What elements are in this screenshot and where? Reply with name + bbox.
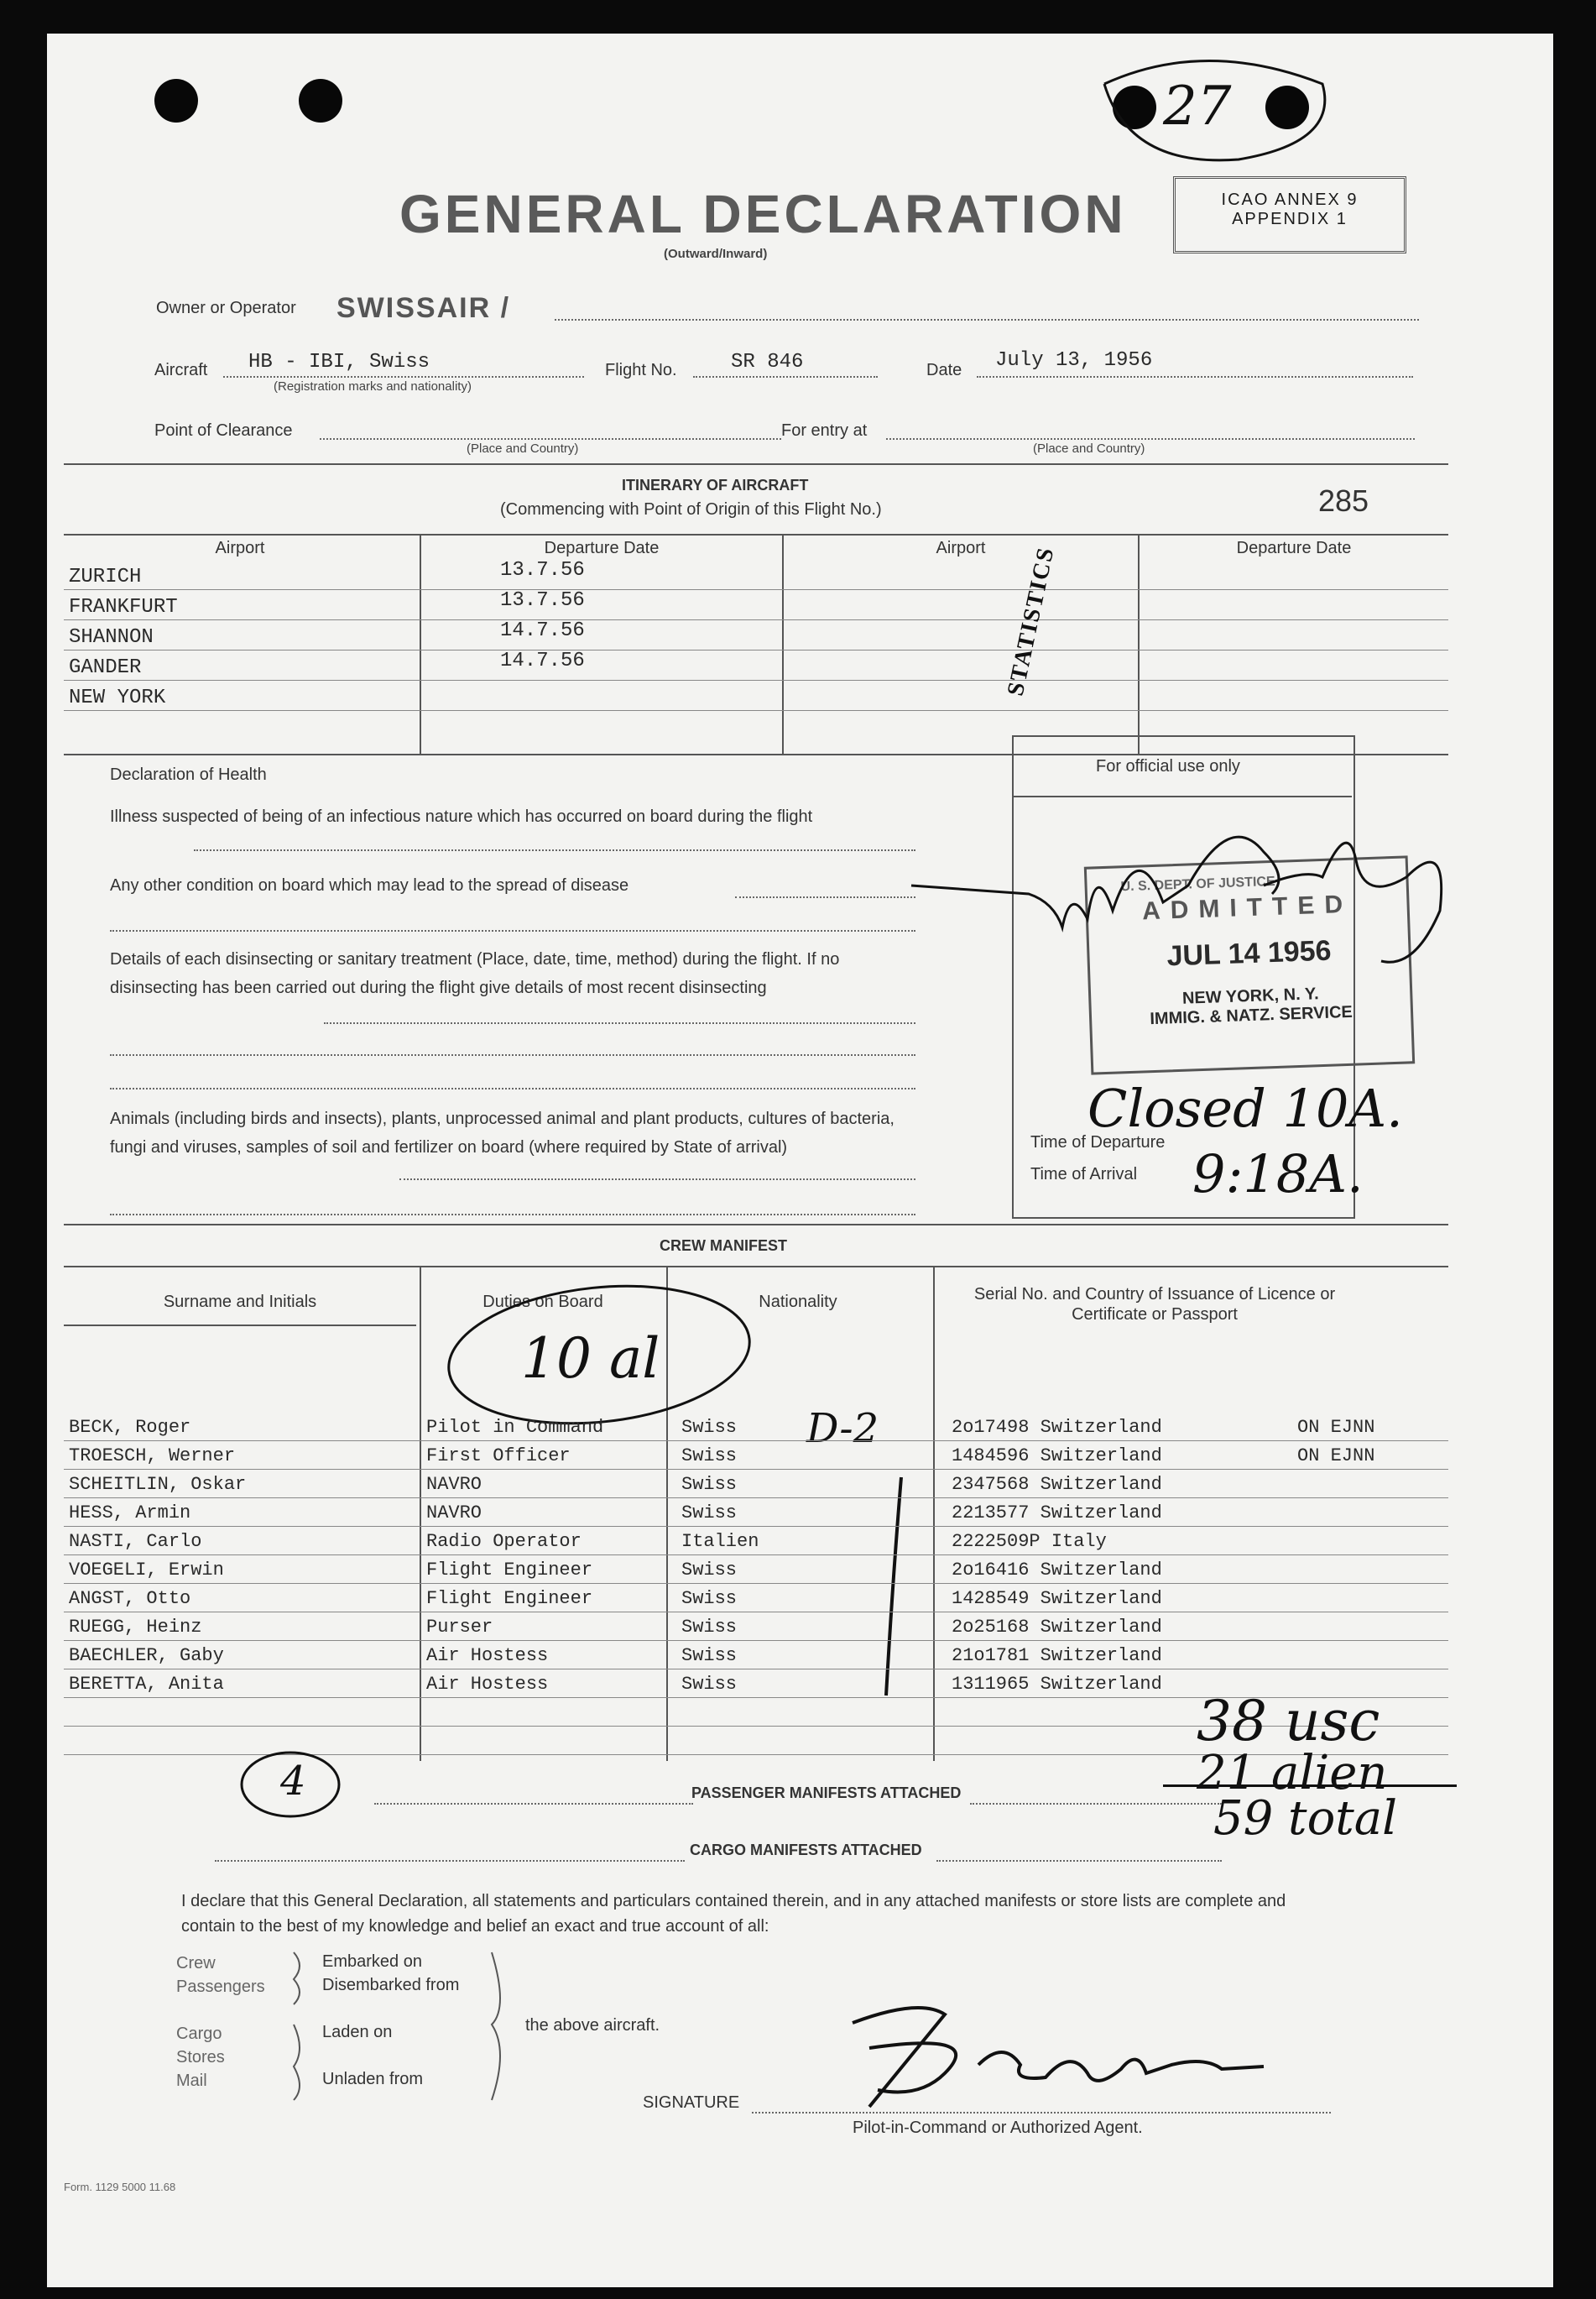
crew-row-line [64,1526,1448,1527]
stamp-line3: NEW YORK, N. Y. [1181,985,1319,1008]
hand-arrival: 9:18A. [1192,1143,1364,1204]
itinerary-airport: ZURICH [69,566,142,588]
health-q3: Details of each disinsecting or sanitary treatment (Place, date, time, method) during the flight. If no disinsecting has been carried out during the flight give details of most recent disinsecting [110,950,840,997]
health-q2: Any other condition on board which may lead to the spread of disease [110,876,629,895]
clearance-line [320,438,781,440]
passenger-line-left [374,1803,693,1805]
passenger-line-right [970,1803,1222,1805]
crew-duty: Air Hostess [426,1674,549,1695]
itinerary-airport: GANDER [69,656,142,679]
crew-duty: Pilot in Command [426,1417,604,1438]
hand-alien: 21 alien [1197,1746,1388,1800]
annex-line2: APPENDIX 1 [1232,210,1348,228]
decl-disembarked: Disembarked from [322,1976,460,1994]
punch-hole-left [154,79,198,123]
itin-vline-3 [1138,536,1140,754]
crew-nationality: Swiss [681,1674,738,1695]
clearance-label: Point of Clearance [154,421,293,440]
decl-mail: Mail [176,2072,207,2090]
aircraft-note: (Registration marks and nationality) [274,379,472,394]
crew-nationality: Swiss [681,1417,738,1438]
crew-duty: NAVRO [426,1474,482,1495]
itinerary-row-line [64,710,1448,711]
crew-duty: Flight Engineer [426,1560,593,1581]
crew-name: TROESCH, Werner [69,1445,236,1466]
hand-vertical-stroke [878,1477,911,1704]
crew-name: BECK, Roger [69,1417,191,1438]
health-q3-line-c [110,1088,915,1089]
health-q4-line-a [399,1178,915,1180]
entry-label: For entry at [781,421,868,440]
crew-col-nationality: Nationality [759,1293,837,1311]
crew-duty: Air Hostess [426,1645,549,1666]
itinerary-row-line [64,619,1448,620]
crew-name: RUEGG, Heinz [69,1617,202,1638]
crew-name: ANGST, Otto [69,1588,191,1609]
crew-serial: 2o16416 Switzerland [952,1560,1162,1581]
hand-total-line [1163,1784,1457,1787]
icao-annex-box [1173,176,1406,253]
crew-nationality: Swiss [681,1617,738,1638]
crew-name: BAECHLER, Gaby [69,1645,224,1666]
form-number: Form. 1129 5000 11.68 [64,2181,176,2193]
crew-nationality: Swiss [681,1445,738,1466]
rule-crew-top [64,1224,1448,1225]
declaration-text: I declare that this General Declaration, all statements and particulars contained therein, and in any attached manifests or store lists are complete and contain to the best of my knowledge and belief an exact and true account of all: [181,1892,1286,1936]
crew-serial: 1484596 Switzerland [952,1445,1162,1466]
flight-label: Flight No. [605,361,677,379]
crew-duty: NAVRO [426,1502,482,1523]
flight-value: SR 846 [731,351,804,374]
health-q3-line-b [110,1054,915,1056]
decl-above: the above aircraft. [525,2016,660,2035]
cargo-line-left [215,1860,685,1862]
crew-name: VOEGELI, Erwin [69,1560,224,1581]
crew-name: SCHEITLIN, Oskar [69,1474,247,1495]
signature-label: SIGNATURE [643,2093,740,2112]
health-q3-line-a [324,1022,915,1024]
crew-serial: 21o1781 Switzerland [952,1645,1162,1666]
itin-col-departure-1: Departure Date [544,539,660,557]
health-q1: Illness suspected of being of an infectious nature which has occurred on board during the flight [110,807,813,826]
rule-crew-head [64,1266,1448,1267]
crew-row-line [64,1497,1448,1498]
owner-label: Owner or Operator [156,299,296,317]
crew-name: NASTI, Carlo [69,1531,202,1552]
crew-nationality: Italien [681,1531,759,1552]
rule-itinerary-head [64,534,1448,536]
crew-duty: Flight Engineer [426,1588,593,1609]
health-q2-line-a [735,896,915,898]
decl-passengers: Passengers [176,1978,265,1996]
stamp-date: JUL 14 1956 [1166,934,1333,973]
date-value: July 13, 1956 [995,349,1153,372]
crew-serial: 2o17498 Switzerland [952,1417,1162,1438]
crew-name: BERETTA, Anita [69,1674,224,1695]
itinerary-date: 13.7.56 [500,559,585,582]
aircraft-value: HB - IBI, Swiss [248,351,430,374]
itin-vline-2 [782,536,784,754]
itinerary-date: 14.7.56 [500,650,585,672]
itinerary-airport: SHANNON [69,626,154,649]
crew-col-name: Surname and Initials [163,1293,317,1311]
crew-duty: First Officer [426,1445,571,1466]
crew-nationality: Swiss [681,1474,738,1495]
crew-row-line [64,1583,1448,1584]
aircraft-line [223,376,584,378]
crew-duty: Radio Operator [426,1531,582,1552]
itin-col-airport-1: Airport [215,539,265,557]
crew-note: ON EJNN [1297,1445,1375,1466]
decl-laden: Laden on [322,2023,393,2041]
health-q2-line-b [110,930,915,932]
crew-serial: 2222509P Italy [952,1531,1107,1552]
crew-nationality: Swiss [681,1560,738,1581]
flight-line [693,376,878,378]
itinerary-airport: NEW YORK [69,687,166,709]
page-title: GENERAL DECLARATION [399,184,1127,244]
rule-itinerary-top [64,463,1448,465]
clearance-note: (Place and Country) [467,442,579,456]
official-signature [911,785,1465,1003]
hand-number-top: 27 [1163,76,1232,138]
cargo-line-right [936,1860,1222,1862]
itinerary-airport: FRANKFURT [69,596,178,619]
itinerary-row-line [64,680,1448,681]
crew-row-line [64,1440,1448,1441]
date-line [977,376,1413,378]
health-q4-line-b [110,1214,915,1215]
pilot-signature [819,1989,1289,2115]
itinerary-subtitle: (Commencing with Point of Origin of this Flight No.) [500,500,882,519]
health-title: Declaration of Health [110,765,267,784]
crew-name: HESS, Armin [69,1502,191,1523]
crew-serial: 2347568 Switzerland [952,1474,1162,1495]
health-q4: Animals (including birds and insects), plants, unprocessed animal and plant products, cultures of bacteria, fungi and viruses, samples of soil and fertilizer on board (where required by State of arrival) [110,1110,894,1157]
entry-note: (Place and Country) [1033,442,1145,456]
statistics-stamp: STATISTICS [1002,544,1060,698]
hand-crew-total: 10 al [521,1326,660,1391]
date-label: Date [926,361,962,379]
crew-nationality: Swiss [681,1502,738,1523]
crew-serial: 1311965 Switzerland [952,1674,1162,1695]
annex-line1: ICAO ANNEX 9 [1221,191,1359,209]
rule-crew-subhead [64,1325,416,1326]
crew-note: ON EJNN [1297,1417,1375,1438]
itinerary-date: 13.7.56 [500,589,585,612]
crew-row-line [64,1640,1448,1641]
itinerary-row-line [64,589,1448,590]
health-q1-line [194,849,915,851]
itinerary-date: 14.7.56 [500,619,585,642]
crew-serial: 1428549 Switzerland [952,1588,1162,1609]
hand-usc: 38 usc [1197,1689,1380,1753]
itinerary-title: ITINERARY OF AIRCRAFT [622,477,809,494]
page-subtitle: (Outward/Inward) [664,247,768,261]
crew-row-line [64,1469,1448,1470]
cargo-manifest: CARGO MANIFESTS ATTACHED [690,1842,922,1858]
entry-line [886,438,1415,440]
hand-number-four: 4 [280,1758,306,1805]
crew-vline-1 [420,1267,421,1761]
stamp-line1: U. S. DEPT. OF JUSTICE [1120,874,1275,895]
itin-col-airport-2: Airport [936,539,986,557]
signature-note: Pilot-in-Command or Authorized Agent. [853,2119,1143,2137]
itin-col-departure-2: Departure Date [1236,539,1352,557]
itinerary-number: 285 [1318,483,1369,518]
crew-nationality: Swiss [681,1588,738,1609]
crew-col-serial: Serial No. and Country of Issuance of Licence or Certificate or Passport [973,1285,1336,1324]
aircraft-label: Aircraft [154,361,208,379]
itin-vline-1 [420,536,421,754]
crew-col-duties: Duties on Board [482,1293,603,1311]
crew-vline-3 [933,1267,935,1761]
hand-departure: Closed 10A. [1087,1078,1403,1139]
decl-embarked: Embarked on [322,1952,422,1971]
crew-serial: 2213577 Switzerland [952,1502,1162,1523]
punch-hole-middle [299,79,342,123]
official-label: For official use only [1096,757,1240,776]
decl-brackets [290,1949,559,2108]
crew-title: CREW MANIFEST [660,1237,787,1254]
arrival-label: Time of Arrival [1030,1165,1138,1183]
form-sheet [47,34,1553,2287]
itinerary-row-line [64,650,1448,651]
owner-line [555,319,1419,321]
owner-value: SWISSAIR / [336,292,511,324]
decl-stores: Stores [176,2048,225,2066]
stamp-admitted: ADMITTED [1141,890,1353,926]
hand-total: 59 total [1213,1791,1398,1846]
crew-duty: Purser [426,1617,493,1638]
departure-label: Time of Departure [1030,1133,1166,1152]
decl-cargo: Cargo [176,2025,222,2043]
crew-nationality: Swiss [681,1645,738,1666]
decl-crew: Crew [176,1954,216,1972]
decl-unladen: Unladen from [322,2070,424,2088]
crew-row-line [64,1554,1448,1555]
crew-serial: 2o25168 Switzerland [952,1617,1162,1638]
passenger-manifest: PASSENGER MANIFESTS ATTACHED [691,1784,962,1801]
stamp-line4: IMMIG. & NATZ. SERVICE [1150,1002,1353,1029]
hand-d2: D-2 [806,1405,879,1452]
